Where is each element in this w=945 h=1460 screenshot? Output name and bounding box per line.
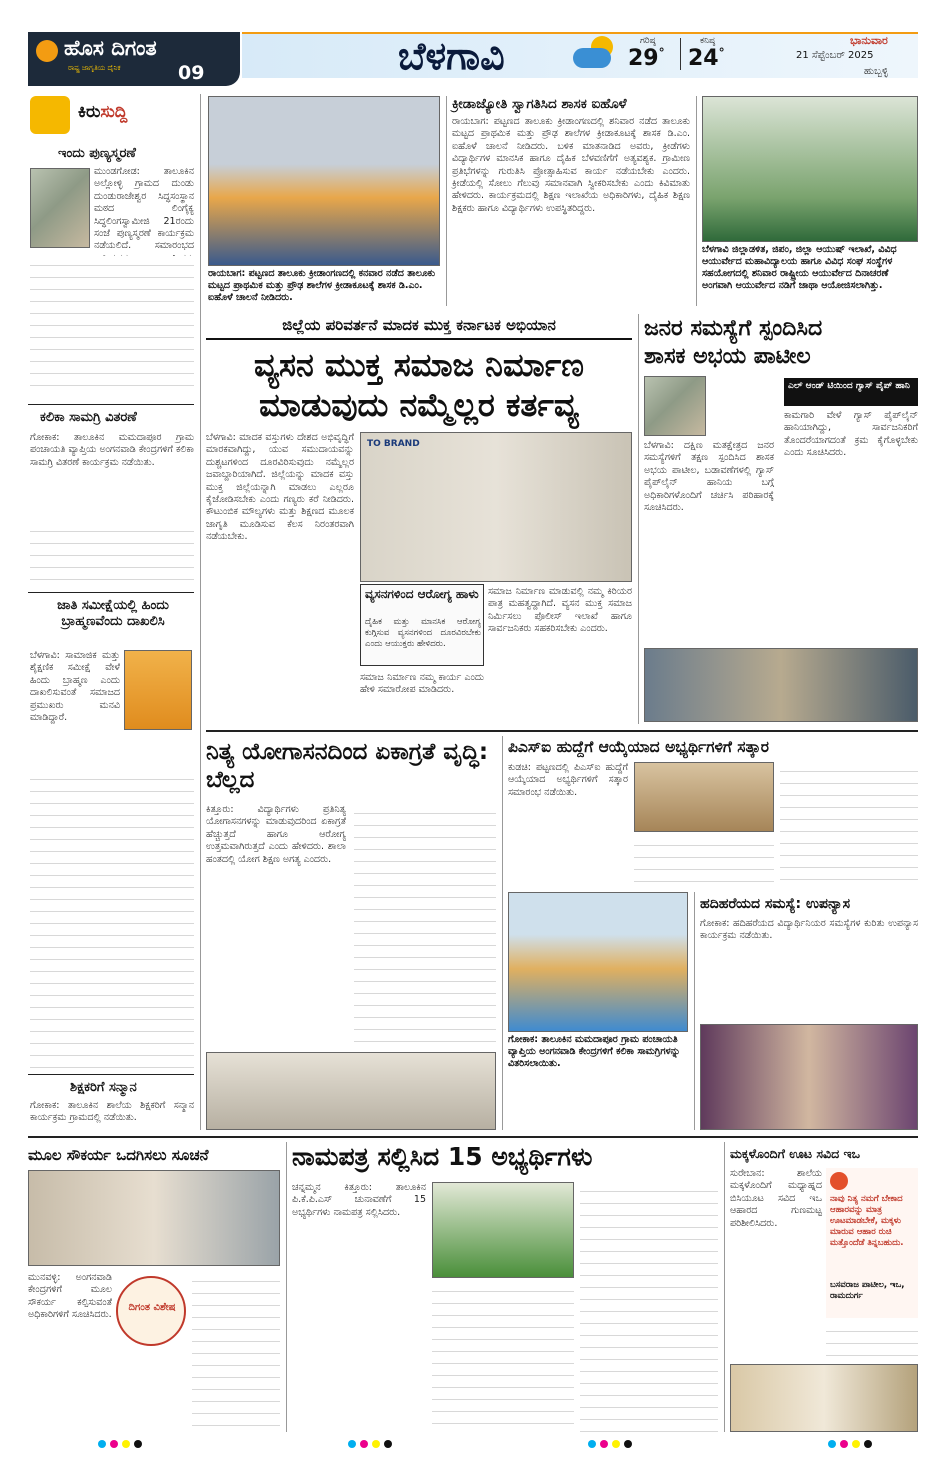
right-story bbox=[644, 314, 918, 724]
brief-1-cont bbox=[30, 256, 194, 396]
bottom-left-story bbox=[28, 1142, 280, 1432]
sports-headline: ಕ್ರೀಡಾಜ್ಯೋತಿ ಸ್ವಾಗತಿಸಿದ ಶಾಸಕ ಐಹೊಳೆ bbox=[452, 96, 627, 112]
ayurveda-caption: ಬೆಳಗಾವಿ ಜಿಲ್ಲಾಡಳಿತ, ಜಿಪಂ, ಜಿಲ್ಲಾ ಆಯುಷ್ ಇಲಾಖೆ, ವಿವಿಧ ಆಯುರ್ವೇದ ಮಹಾವಿದ್ಯಾಲಯ ಹಾಗೂ ವಿವಿಧ ಸಂಘ ಸಂಸ್ಥೆಗಳ ಸಹಯೋಗದಲ್ಲಿ ಶನಿವಾರ ರಾಷ್ಟ್ರೀಯ ಆಯುರ್ವೇದ ದಿನಾಚರಣೆ ಅಂಗವಾಗಿ ಆಯುರ್ವೇದ ನಡಿಗೆ ಜಾಥಾ ಆಯೋಜಿಸಲಾಗಿತ್ತು. bbox=[702, 244, 897, 291]
bottom-left-body: ಮುನವಳ್ಳಿ: ಅಂಗನವಾಡಿ ಕೇಂದ್ರಗಳಿಗೆ ಮೂಲ ಸೌಕರ್ಯ ಕಲ್ಪಿಸುವಂತೆ ಅಧಿಕಾರಿಗಳಿಗೆ ಸೂಚಿಸಿದರು. bbox=[28, 1272, 112, 1321]
lead-box bbox=[360, 584, 484, 666]
brief-1-title: ಇಂದು ಪುಣ್ಯಸ್ಮರಣೆ bbox=[58, 146, 136, 161]
briefs-label: ಕಿರುಸುದ್ದಿ bbox=[78, 102, 128, 122]
bottom-center-headline: ನಾಮಪತ್ರ ಸಲ್ಲಿಸಿದ 15 ಅಭ್ಯರ್ಥಿಗಳು bbox=[292, 1142, 593, 1171]
lead-story bbox=[206, 314, 632, 724]
right-subhead: ಎಲ್ ಆಂಡ್ ಟಿಯಿಂದ ಗ್ಯಾಸ್ ಪೈಪ್ ಹಾನಿ bbox=[784, 378, 918, 406]
yoga-photo bbox=[206, 1052, 496, 1130]
psi-story bbox=[508, 736, 918, 886]
bottom-center-body: ಚನ್ನಮ್ಮನ ಕಿತ್ತೂರು: ತಾಲೂಕಿನ ಪಿ.ಕೆ.ಪಿ.ಎಸ್ ಚುನಾವಣೆಗೆ 15 ಅಭ್ಯರ್ಥಿಗಳು ನಾಮಪತ್ರ ಸಲ್ಲಿಸಿದರು. bbox=[292, 1182, 426, 1218]
psi-photo bbox=[634, 762, 774, 832]
right-photo-2 bbox=[644, 648, 918, 722]
bottom-left-cont bbox=[192, 1272, 280, 1432]
right-body: ಬೆಳಗಾವಿ: ದಕ್ಷಿಣ ಮತಕ್ಷೇತ್ರದ ಜನರ ಸಮಸ್ಯೆಗಳಿಗೆ ತಕ್ಷಣ ಸ್ಪಂದಿಸಿದ ಶಾಸಕ ಅಭಯ ಪಾಟೀಲ, ಬಡಾವಣೆಗಳಲ್ಲಿ ಗ್ಯಾಸ್ ಪೈಪ್‌ಲೈನ್ ಹಾನಿಯ ಬಗ್ಗೆ ಅಧಿಕಾರಿಗಳೊಂದಿಗೆ ಚರ್ಚಿಸಿ ಪರಿಹಾರಕ್ಕೆ ಸೂಚಿಸಿದರು. bbox=[644, 440, 774, 514]
digantha-logo-text: ದಿಗಂತ ವಿಶೇಷ bbox=[128, 1302, 176, 1313]
yoga-body: ಕಿತ್ತೂರು: ವಿದ್ಯಾರ್ಥಿಗಳು ಪ್ರತಿನಿತ್ಯ ಯೋಗಾಸನಗಳನ್ನು ಮಾಡುವುದರಿಂದ ಏಕಾಗ್ರತೆ ಹೆಚ್ಚುತ್ತದೆ ಹಾಗೂ ಆರೋಗ್ಯ ಉತ್ತಮವಾಗಿರುತ್ತದೆ ಎಂದು ಹೇಳಿದರು. ಶಾಲಾ ಹಂತದಲ್ಲಿ ಯೋಗ ಶಿಕ್ಷಣ ಅಗತ್ಯ ಎಂದರು. bbox=[206, 804, 346, 865]
max-temp: 29° bbox=[628, 46, 665, 71]
bottom-center-cont bbox=[432, 1282, 574, 1432]
hand-icon bbox=[30, 96, 70, 134]
lead-box-title: ವ್ಯಸನಗಳಿಂದ ಆರೋಗ್ಯ ಹಾಳು bbox=[365, 587, 479, 601]
hadi-headline: ಹದಿಹರೆಯದ ಸಮಸ್ಯೆ: ಉಪನ್ಯಾಸ bbox=[700, 896, 851, 912]
brand-logo-icon bbox=[36, 40, 58, 62]
bottom-center-story bbox=[292, 1142, 718, 1432]
promo-box bbox=[826, 1168, 918, 1318]
psi-body: ಕುಡಚಿ: ಪಟ್ಟಣದಲ್ಲಿ ಪಿಎಸ್‌ಐ ಹುದ್ದೆಗೆ ಆಯ್ಕೆಯಾದ ಅಭ್ಯರ್ಥಿಗಳಿಗೆ ಸತ್ಕಾರ ಸಮಾರಂಭ ನಡೆಯಿತು. bbox=[508, 762, 628, 798]
sports-body: ರಾಯಬಾಗ: ಪಟ್ಟಣದ ತಾಲೂಕು ಕ್ರೀಡಾಂಗಣದಲ್ಲಿ ಶನಿವಾರ ನಡೆದ ತಾಲೂಕು ಮಟ್ಟದ ಪ್ರಾಥಮಿಕ ಮತ್ತು ಪ್ರೌಢ ಶಾಲೆಗಳ ಕ್ರೀಡಾಕೂಟಕ್ಕೆ ಶಾಸಕ ಡಿ.ಎಂ. ಐಹೊಳೆ ಚಾಲನೆ ನೀಡಿದರು. ಬಳಿಕ ಮಾತನಾಡಿದ ಅವರು, ಕ್ರೀಡೆಗಳು ವಿದ್ಯಾರ್ಥಿಗಳ ಮಾನಸಿಕ ಹಾಗೂ ದೈಹಿಕ ಬೆಳವಣಿಗೆಗೆ ಅತ್ಯವಶ್ಯಕ. ಗ್ರಾಮೀಣ ಪ್ರತಿಭೆಗಳನ್ನು ಗುರುತಿಸಿ ಪ್ರೋತ್ಸಾಹಿಸುವ ಕಾರ್ಯ ನಡೆಯಬೇಕು ಎಂದರು. ಕ್ರೀಡೆಯಲ್ಲಿ ಸೋಲು ಗೆಲುವು ಸಮಾನವಾಗಿ ಸ್ವೀಕರಿಸಬೇಕು ಎಂದು ಕಿವಿಮಾತು ಹೇಳಿದರು. ಕಾರ್ಯಕ್ರಮದಲ್ಲಿ ಶಿಕ್ಷಣ ಇಲಾಖೆಯ ಅಧಿಕಾರಿಗಳು, ದೈಹಿಕ ಶಿಕ್ಷಣ ಶಿಕ್ಷಕರು ಹಾಗೂ ವಿದ್ಯಾರ್ಥಿಗಳು ಉಪಸ್ಥಿತರಿದ್ದರು. bbox=[452, 116, 690, 214]
sports-caption: ರಾಯಬಾಗ: ಪಟ್ಟಣದ ತಾಲೂಕು ಕ್ರೀಡಾಂಗಣದಲ್ಲಿ ಕನವಾರ ನಡೆದ ತಾಲೂಕು ಮಟ್ಟದ ಪ್ರಾಥಮಿಕ ಮತ್ತು ಪ್ರೌಢ ಶಾಲೆಗಳ ಕ್ರೀಡಾಕೂಟಕ್ಕೆ ಶಾಸಕ ಡಿ.ಎಂ. ಐಹೊಳೆ ಚಾಲನೆ ನೀಡಿದರು. bbox=[208, 268, 436, 303]
weather-icon bbox=[573, 36, 619, 70]
lead-photo bbox=[360, 432, 632, 582]
psi-body-cont-2 bbox=[780, 762, 918, 886]
bottom-right-story bbox=[730, 1142, 918, 1432]
brand-name: ಹೊಸ ದಿಗಂತ bbox=[64, 36, 157, 60]
brief-1-text: ಮುಂಡಗೋಡ: ತಾಲೂಕಿನ ಅಲ್ಲೋಳ್ಳಿ ಗ್ರಾಮದ ದುಂಡು ದುಂಡುರಾಜೇಶ್ವರ ಸಿದ್ಧಸಂಸ್ಥಾನ ಮಠದ ಲಿಂಗೈಕ್ಯ ಸಿದ್ಧಲಿಂಗಸ್ವಾಮೀಜಿ 21ರಂದು ಸಂಜೆ ಪುಣ್ಯಸ್ಮರಣೆ ಕಾರ್ಯಕ್ರಮ ನಡೆಯಲಿದೆ. ಸಮಾರಂಭದ bbox=[94, 166, 194, 252]
brief-3-title: ಜಾತಿ ಸಮೀಕ್ಷೆಯಲ್ಲಿ ಹಿಂದು ಬ್ರಾಹ್ಮಣವೆಂದು ದಾಖಲಿಸಿ bbox=[57, 598, 169, 629]
anganwadi-caption: ಗೋಕಾಕ: ತಾಲೂಕಿನ ಮಮದಾಪೂರ ಗ್ರಾಮ ಪಂಚಾಯತಿ ವ್ಯಾಪ್ತಿಯ ಅಂಗನವಾಡಿ ಕೇಂದ್ರಗಳಿಗೆ ಕಲಿಕಾ ಸಾಮಗ್ರಿಗಳನ್ನು ವಿತರಿಸಲಾಯಿತು. bbox=[508, 1034, 681, 1069]
anganwadi-photo bbox=[508, 892, 688, 1032]
bottom-center-cont-2 bbox=[580, 1182, 718, 1432]
briefs-column bbox=[28, 94, 194, 1130]
hadi-photo bbox=[700, 1024, 918, 1130]
sports-photo bbox=[208, 96, 440, 266]
lead-kicker: ಜಿಲ್ಲೆಯ ಪರಿವರ್ತನೆ ಮಾದಕ ಮುಕ್ತ ಕರ್ನಾಟಕ ಅಭಿಯಾನ bbox=[282, 316, 556, 334]
promo-icon bbox=[830, 1172, 848, 1190]
brief-4-title: ಶಿಕ್ಷಕರಿಗೆ ಸನ್ಮಾನ bbox=[70, 1080, 137, 1095]
lead-body: ಬೆಳಗಾವಿ: ಮಾದಕ ವಸ್ತುಗಳು ದೇಶದ ಅಭಿವೃದ್ಧಿಗೆ ಮಾರಕವಾಗಿದ್ದು, ಯುವ ಸಮುದಾಯವನ್ನು ದುಶ್ಚಟಗಳಿಂದ ದೂರವಿರಿಸುವುದು ನಮ್ಮೆಲ್ಲರ ಜವಾಬ್ದಾರಿಯಾಗಿದೆ. ಜಿಲ್ಲೆಯನ್ನು ಮಾದಕ ವಸ್ತು ಮುಕ್ತ ಜಿಲ್ಲೆಯನ್ನಾಗಿ ಮಾಡಲು ಎಲ್ಲರೂ ಕೈಜೋಡಿಸಬೇಕು ಎಂದು ಗಣ್ಯರು ಕರೆ ನೀಡಿದರು. ಕೌಟುಂಬಿಕ ಮೌಲ್ಯಗಳು ಮತ್ತು ಶಿಕ್ಷಣದ ಮೂಲಕ ಜಾಗೃತಿ ಮೂಡಿಸುವ ಕೆಲಸ ನಿರಂತರವಾಗಿ ನಡೆಯಬೇಕು. bbox=[206, 432, 354, 543]
digantha-logo bbox=[116, 1276, 186, 1346]
brief-4-text: ಗೋಕಾಕ: ತಾಲೂಕಿನ ಶಾಲೆಯ ಶಿಕ್ಷಕರಿಗೆ ಸನ್ಮಾನ ಕಾರ್ಯಕ್ರಮ ಗ್ರಾಮದಲ್ಲಿ ನಡೆಯಿತು. bbox=[30, 1100, 194, 1124]
brief-3-photo bbox=[124, 650, 192, 730]
psi-headline: ಪಿಎಸ್‌ಐ ಹುದ್ದೆಗೆ ಆಯ್ಕೆಯಾದ ಅಭ್ಯರ್ಥಿಗಳಿಗೆ ಸತ್ಕಾರ bbox=[508, 738, 769, 756]
yoga-story bbox=[206, 736, 496, 1130]
bottom-left-headline: ಮೂಲ ಸೌಕರ್ಯ ಒದಗಿಸಲು ಸೂಚನೆ bbox=[28, 1146, 209, 1164]
promo-text: ನಾವು ನಿತ್ಯ ನಮಗೆ ಬೇಕಾದ ಆಹಾರವನ್ನು ಮಾತ್ರ ಊಟಮಾಡಬೇಕೆ, ಮಕ್ಕಳು ಮಾರುವ ಆಹಾರ ರುಚಿ ಮತ್ತೊಂದೆಡೆ ತಿನ್ನಬಹುದು. bbox=[830, 1194, 904, 1248]
briefs-header bbox=[28, 94, 194, 136]
city-label: ಹುಬ್ಬಳ್ಳಿ bbox=[864, 66, 889, 77]
lead-photo-label: TO BRAND bbox=[367, 439, 420, 449]
masthead bbox=[28, 28, 918, 88]
promo-name: ಬಸವರಾಜ ಪಾಟೀಲ, ಇಒ, ರಾಮದುರ್ಗ bbox=[830, 1280, 905, 1301]
edition-title: ಬೆಳಗಾವಿ bbox=[398, 34, 505, 78]
temp-divider bbox=[680, 38, 681, 70]
day-label: ಭಾನುವಾರ bbox=[850, 34, 888, 47]
right-headline-1: ಜನರ ಸಮಸ್ಯೆಗೆ ಸ್ಪಂದಿಸಿದ bbox=[644, 316, 823, 341]
max-temp-label: ಗರಿಷ್ಠ bbox=[640, 36, 656, 46]
lead-headline-1: ವ್ಯಸನ ಮುಕ್ತ ಸಮಾಜ ನಿರ್ಮಾಣ bbox=[254, 346, 584, 384]
brand-tagline: ರಾಷ್ಟ್ರ ಜಾಗೃತಿಯ ದೈನಿಕ bbox=[68, 64, 121, 72]
right-sub-body: ಕಾಮಗಾರಿ ವೇಳೆ ಗ್ಯಾಸ್ ಪೈಪ್‌ಲೈನ್ ಹಾನಿಯಾಗಿದ್ದು, ಸಾರ್ವಜನಿಕರಿಗೆ ತೊಂದರೆಯಾಗದಂತೆ ಕ್ರಮ ಕೈಗೊಳ್ಳಬೇಕು ಎಂದು ಸೂಚಿಸಿದರು. bbox=[784, 410, 918, 459]
psi-body-cont bbox=[634, 836, 774, 886]
lead-kicker-bar bbox=[206, 314, 632, 340]
ayurveda-photo bbox=[702, 96, 918, 242]
page-number: 09 bbox=[178, 62, 205, 84]
bottom-right-photo bbox=[730, 1364, 918, 1432]
bottom-right-body: ಸುರೇಬಾನ: ಶಾಲೆಯ ಮಕ್ಕಳೊಂದಿಗೆ ಮಧ್ಯಾಹ್ನದ ಬಿಸಿಯೂಟ ಸವಿದ ಇಒ ಆಹಾರದ ಗುಣಮಟ್ಟ ಪರಿಶೀಲಿಸಿದರು. bbox=[730, 1168, 822, 1229]
brand-box bbox=[28, 32, 240, 86]
lead-headline-2: ಮಾಡುವುದು ನಮ್ಮೆಲ್ಲರ ಕರ್ತವ್ಯ bbox=[259, 386, 579, 424]
min-temp-label: ಕನಿಷ್ಠ bbox=[700, 36, 716, 46]
registration-marks bbox=[28, 1440, 918, 1450]
lead-body-3: ಸಮಾಜ ನಿರ್ಮಾಣ ನಮ್ಮ ಕಾರ್ಯ ಎಂದು ಹೇಳಿ ಸಮಾರೋಪ ಮಾಡಿದರು. bbox=[360, 672, 484, 696]
hadi-body: ಗೋಕಾಕ: ಹದಿಹರೆಯದ ವಿದ್ಯಾರ್ಥಿನಿಯರ ಸಮಸ್ಯೆಗಳ ಕುರಿತು ಉಪನ್ಯಾಸ ಕಾರ್ಯಕ್ರಮ ನಡೆಯಿತು. bbox=[700, 918, 918, 942]
brief-3-text: ಬೆಳಗಾವಿ: ಸಾಮಾಜಿಕ ಮತ್ತು ಶೈಕ್ಷಣಿಕ ಸಮೀಕ್ಷೆ ವೇಳೆ ಹಿಂದು ಬ್ರಾಹ್ಮಣ ಎಂದು ದಾಖಲಿಸುವಂತೆ ಸಮಾಜದ ಪ್ರಮುಖರು ಮನವಿ ಮಾಡಿದ್ದಾರೆ. bbox=[30, 650, 120, 724]
brief-1-photo bbox=[30, 168, 90, 248]
brief-2-text: ಗೋಕಾಕ: ತಾಲೂಕಿನ ಮಮದಾಪೂರ ಗ್ರಾಮ ಪಂಚಾಯತಿ ವ್ಯಾಪ್ತಿಯ ಅಂಗನವಾಡಿ ಕೇಂದ್ರಗಳಿಗೆ ಕಲಿಕಾ ಸಾಮಗ್ರಿ ವಿತರಣೆ ಕಾರ್ಯಕ್ರಮ ನಡೆಯಿತು. bbox=[30, 432, 194, 468]
yoga-body-cont bbox=[354, 804, 496, 1044]
lead-body-2: ಸಮಾಜ ನಿರ್ಮಾಣ ಮಾಡುವಲ್ಲಿ ನಮ್ಮ ಕಿರಿಯರ ಪಾತ್ರ ಮಹತ್ವದ್ದಾಗಿದೆ. ವ್ಯಸನ ಮುಕ್ತ ಸಮಾಜ ನಿರ್ಮಿಸಲು ಪೊಲೀಸ್ ಇಲಾಖೆ ಹಾಗೂ ಸಾರ್ವಜನಿಕರು ಸಹಕರಿಸಬೇಕು ಎಂದರು. bbox=[488, 586, 632, 635]
yoga-headline: ನಿತ್ಯ ಯೋಗಾಸನದಿಂದ ಏಕಾಗ್ರತೆ ವೃದ್ಧಿ: ಬೆಲ್ಲದ bbox=[206, 739, 489, 793]
bottom-right-cont bbox=[826, 1322, 918, 1362]
bottom-left-photo bbox=[28, 1170, 280, 1266]
right-photo-1 bbox=[644, 376, 706, 436]
bottom-right-headline: ಮಕ್ಕಳೊಂದಿಗೆ ಊಟ ಸವಿದ ಇಒ bbox=[730, 1146, 861, 1161]
bottom-center-photo bbox=[432, 1182, 574, 1278]
right-headline-2: ಶಾಸಕ ಅಭಯ ಪಾಟೀಲ bbox=[644, 344, 811, 369]
min-temp: 24° bbox=[688, 46, 725, 71]
brief-2-cont bbox=[30, 522, 194, 586]
brief-2-title: ಕಲಿಕಾ ಸಾಮಗ್ರಿ ವಿತರಣೆ bbox=[40, 410, 137, 425]
lead-box-text: ದೈಹಿಕ ಮತ್ತು ಮಾನಸಿಕ ಆರೋಗ್ಯ ಕುಗ್ಗಿಸುವ ವ್ಯಸನಗಳಿಂದ ದೂರವಿರಬೇಕು ಎಂದು ಆಯುಕ್ತರು ಹೇಳಿದರು. bbox=[365, 617, 481, 649]
date-label: 21 ಸೆಪ್ಟೆಂಬರ್ 2025 bbox=[796, 50, 874, 61]
brief-3-cont bbox=[30, 770, 194, 1070]
